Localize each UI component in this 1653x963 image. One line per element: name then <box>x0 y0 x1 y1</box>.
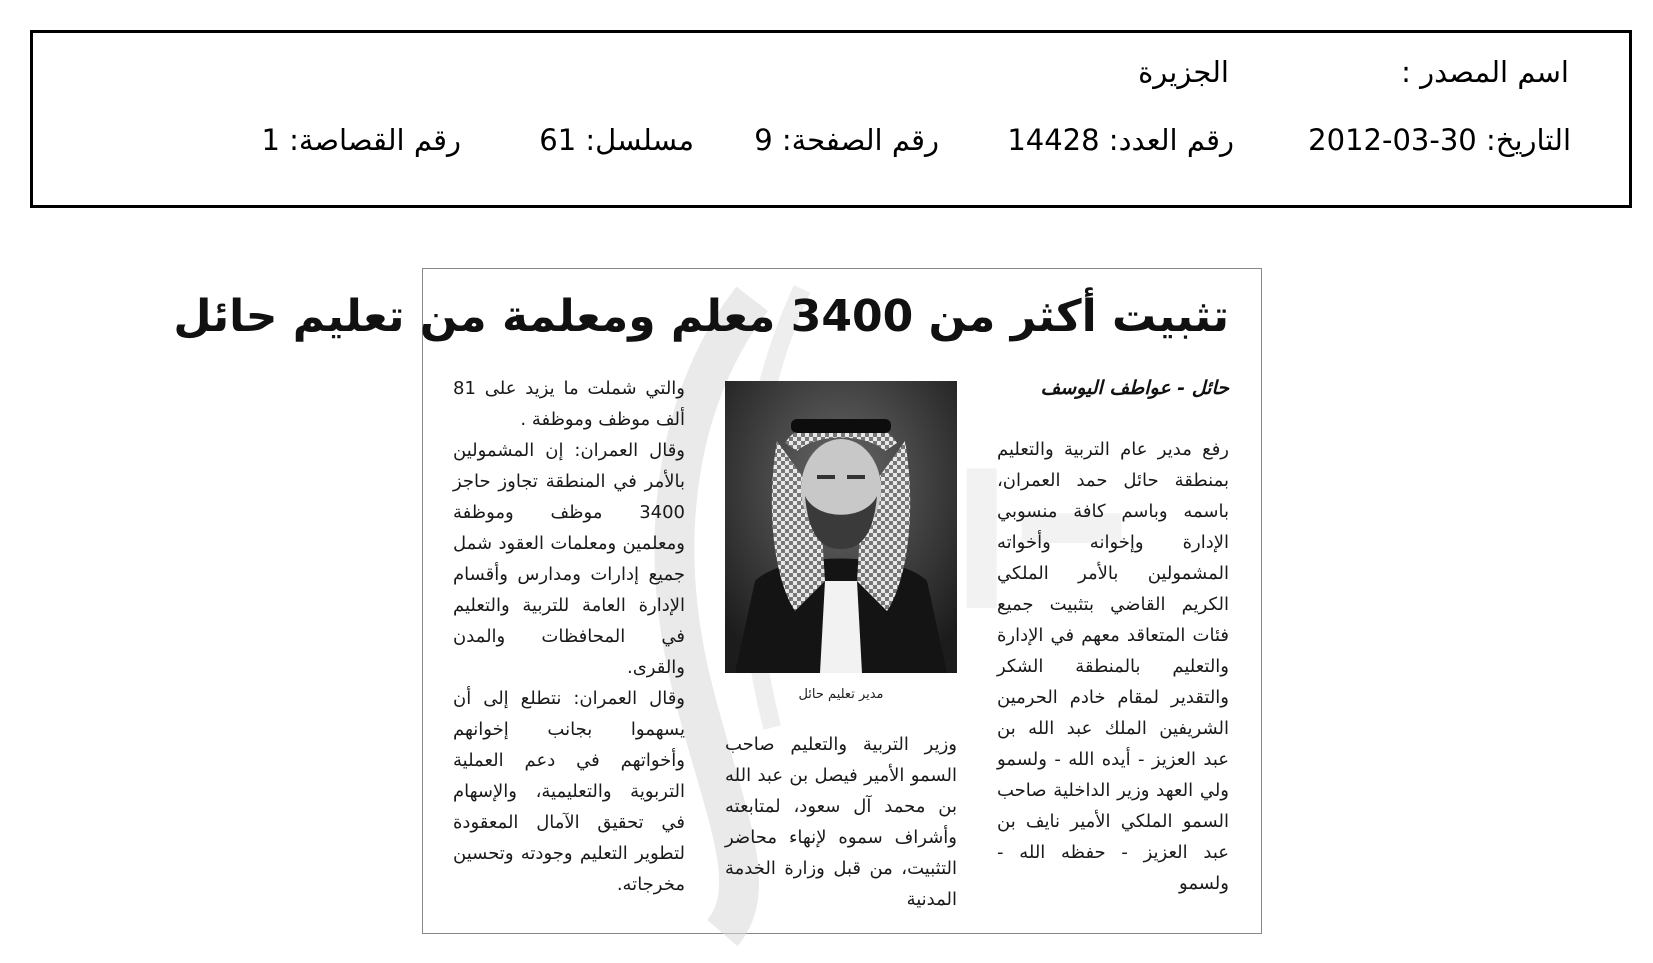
issue-field: رقم العدد: 14428 <box>1007 123 1234 157</box>
portrait-image <box>725 381 957 673</box>
serial-field: مسلسل: 61 <box>539 123 694 157</box>
source-value: الجزيرة <box>1138 55 1229 89</box>
portrait-photo <box>725 381 957 673</box>
source-label: اسم المصدر : <box>1401 55 1569 89</box>
column-paragraph: والتي شملت ما يزيد على 81 ألف موظف وموظفة . <box>453 378 685 430</box>
column-paragraph: وقال العمران: نتطلع إلى أن يسهموا بجانب إخوانهم وأخواتهم في دعم العملية التربوية والتعليمية، والإسهام في تحقيق الآمال المعقودة لتطوير التعليم وجودته وتحسين مخرجاته. <box>453 688 685 895</box>
article-column-middle <box>725 729 957 915</box>
photo-caption: مدير تعليم حائل <box>798 687 884 702</box>
date-field: التاريخ: 30-03-2012 <box>1308 123 1571 157</box>
column-paragraph: وقال العمران: إن المشمولين بالأمر في المنطقة تجاوز حاجز 3400 موظف وموظفة ومعلمين ومعلمات العقود شمل جميع إدارات ومدارس وأقسام الإدارة العامة للتربية والتعليم في المحافظات والمدن والقرى. <box>453 440 685 678</box>
page-field: رقم الصفحة: 9 <box>754 123 939 157</box>
clipping-metadata-box <box>30 30 1632 208</box>
clip-number-field: رقم القصاصة: 1 <box>261 123 461 157</box>
newspaper-clipping <box>173 268 1262 934</box>
column-paragraph: رفع مدير عام التربية والتعليم بمنطقة حائل حمد العمران، باسمه وباسم كافة منسوبي الإدارة وإخوانه وأخواته المشمولين بالأمر الملكي الكريم القاضي بتثبيت جميع فئات المتعاقد معهم في الإدارة والتعليم بالمنطقة الشكر والتقدير لمقام خادم الحرمين الشريفين الملك عبد الله بن عبد العزيز - أيده الله - ولسمو ولي العهد وزير الداخلية صاحب السمو الملكي الأمير نايف بن عبد العزيز - حفظه الله - ولسمو <box>997 439 1229 894</box>
article-column-right <box>997 434 1229 899</box>
article-column-left <box>453 373 685 900</box>
article-byline: حائل - عواطف اليوسف <box>1040 377 1229 399</box>
column-paragraph: وزير التربية والتعليم صاحب السمو الأمير فيصل بن عبد الله بن محمد آل سعود، لمتابعته وأشراف سموه لإنهاء محاضر التثبيت، من قبل وزارة الخدمة المدنية <box>725 734 957 910</box>
article-headline: تثبيت أكثر من 3400 معلم ومعلمة من تعليم حائل <box>173 291 1229 342</box>
